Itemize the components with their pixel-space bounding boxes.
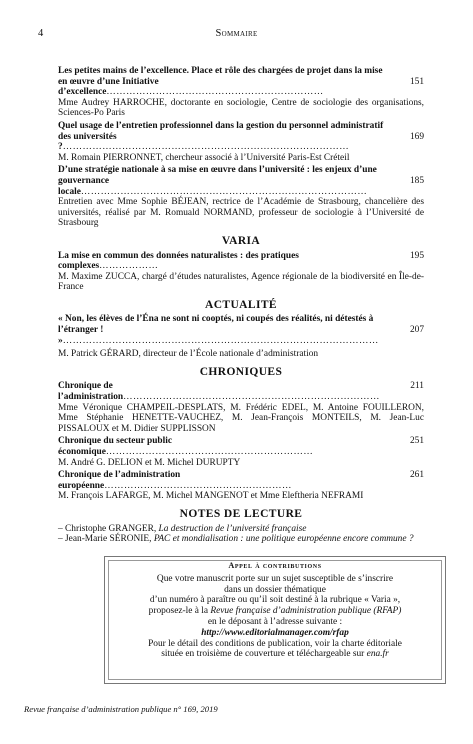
section-heading-varia: VARIA bbox=[221, 234, 261, 247]
box-line: située en troisième de couverture et téléchargeable sur ena.fr bbox=[161, 649, 389, 660]
toc-entry[interactable] bbox=[58, 121, 424, 163]
box-line: Que votre manuscrit porte sur un sujet susceptible de s’inscrire bbox=[156, 573, 394, 584]
box-line: dans un dossier thématique bbox=[224, 584, 326, 595]
entry-page: 185 bbox=[409, 175, 424, 186]
entry-title: Chronique de l’administration européenne………………………………………………… 261 bbox=[58, 470, 424, 491]
entry-page: 169 bbox=[409, 131, 424, 142]
toc-entry[interactable] bbox=[58, 436, 424, 468]
toc-entry[interactable] bbox=[58, 165, 424, 229]
submission-url-link[interactable]: http://www.editorialmanager.com/rfap bbox=[201, 627, 349, 638]
running-title: Sommaire bbox=[215, 28, 258, 39]
box-title: Appel à contributions bbox=[228, 561, 322, 570]
ena-link[interactable]: ena.fr bbox=[366, 649, 389, 660]
note-item[interactable] bbox=[58, 534, 424, 545]
entry-title: Chronique du secteur public économique……………………………………………………… 251 bbox=[58, 436, 424, 457]
entry-author: Entretien avec Mme Sophie BÉJEAN, rectrice de l’Académie de Strasbourg, chancelière des universités, réalisé par M. Romuald NORMAND, professeur de sociologie à l’Université de Strasbourg bbox=[58, 197, 424, 229]
running-header bbox=[38, 28, 435, 44]
entry-title: La mise en commun des données naturalistes : des pratiques complexes……………… 195 bbox=[58, 250, 424, 272]
entry-author: M. Patrick GÉRARD, directeur de l’École nationale d’administration bbox=[58, 349, 319, 360]
entry-title: Les petites mains de l’excellence. Place et rôle des chargées de projet dans la mise en œuvre d’une Initiative d’excellence………………………………………………………… 151 bbox=[58, 66, 424, 98]
note-author: – Christophe GRANGER, bbox=[58, 523, 157, 534]
note-work: PAC et mondialisation : une politique européenne encore commune ? bbox=[153, 534, 414, 545]
box-line: en le déposant à l’adresse suivante : bbox=[207, 616, 343, 627]
entry-author: M. André G. DELION et M. Michel DURUPTY bbox=[58, 457, 241, 468]
entry-page: 207 bbox=[409, 325, 424, 336]
box-line: d’un numéro à paraître ou qu’il soit destiné à la rubrique « Varia », bbox=[149, 595, 401, 606]
toc-entry[interactable] bbox=[58, 470, 424, 502]
entry-title: Chronique de l’administration…………………………………………………………………… 211 bbox=[58, 381, 424, 403]
entry-title: « Non, les élèves de l’Éna ne sont ni cooptés, ni coupés des réalités, ni détestés à l’étranger ! »…………………………………………………………………………………… 207 bbox=[58, 314, 424, 346]
box-text bbox=[105, 561, 445, 660]
entry-author: Mme Audrey HARROCHE, doctorante en sociologie, Centre de sociologie des organisations, Sciences-Po Paris bbox=[58, 97, 424, 119]
entry-page: 151 bbox=[409, 76, 424, 87]
entry-title: D’une stratégie nationale à sa mise en œuvre dans l’université : les enjeux d’une gouvernance locale…………………………………………………………………………… 185 bbox=[58, 165, 424, 197]
entry-page: 261 bbox=[409, 470, 424, 481]
entry-page: 251 bbox=[409, 436, 424, 447]
section-heading-chroniques: CHRONIQUES bbox=[199, 365, 283, 378]
entry-author: M. Maxime ZUCCA, chargé d’études naturalistes, Agence régionale de la biodiversité en Île-de-France bbox=[58, 271, 424, 293]
note-item[interactable] bbox=[58, 524, 424, 535]
entry-author: M. François LAFARGE, M. Michel MANGENOT et Mme Eleftheria NEFRAMI bbox=[58, 491, 364, 502]
entry-title: Quel usage de l’entretien professionnel dans la gestion du personnel administratif des universités ?…………………………………………………………………………… 169 bbox=[58, 120, 424, 153]
entry-page: 195 bbox=[409, 250, 424, 261]
entry-page: 211 bbox=[410, 381, 424, 392]
entry-author: M. Romain PIERRONNET, chercheur associé à l’Université Paris-Est Créteil bbox=[58, 152, 350, 163]
table-of-contents bbox=[58, 66, 424, 545]
section-heading-actualite: ACTUALITÉ bbox=[205, 298, 277, 311]
call-for-contributions-box bbox=[104, 556, 446, 684]
toc-entry[interactable] bbox=[58, 314, 424, 359]
toc-entry[interactable] bbox=[58, 251, 424, 293]
box-line: proposez-le à la Revue française d’administration publique (RFAP) bbox=[148, 606, 402, 617]
page-footer: Revue française d’administration publique n° 169, 2019 bbox=[24, 704, 218, 714]
toc-entry[interactable] bbox=[58, 381, 424, 434]
section-heading-notes: NOTES DE LECTURE bbox=[179, 507, 303, 520]
box-line: Pour le détail des conditions de publication, voir la charte éditoriale bbox=[148, 638, 402, 649]
note-work: La destruction de l’université française bbox=[158, 523, 307, 534]
note-author: – Jean-Marie SÉRONIE, bbox=[58, 534, 152, 545]
page-number: 4 bbox=[38, 28, 44, 39]
entry-author: Mme Véronique CHAMPEIL-DESPLATS, M. Frédéric EDEL, M. Antoine FOUILLERON, Mme Stéphanie HENETTE-VAUCHEZ, M. Jean-François MONTEILS, M. Jean-Luc PISSALOUX et M. Didier SUPPLISSON bbox=[58, 402, 424, 434]
toc-entry[interactable] bbox=[58, 66, 424, 119]
